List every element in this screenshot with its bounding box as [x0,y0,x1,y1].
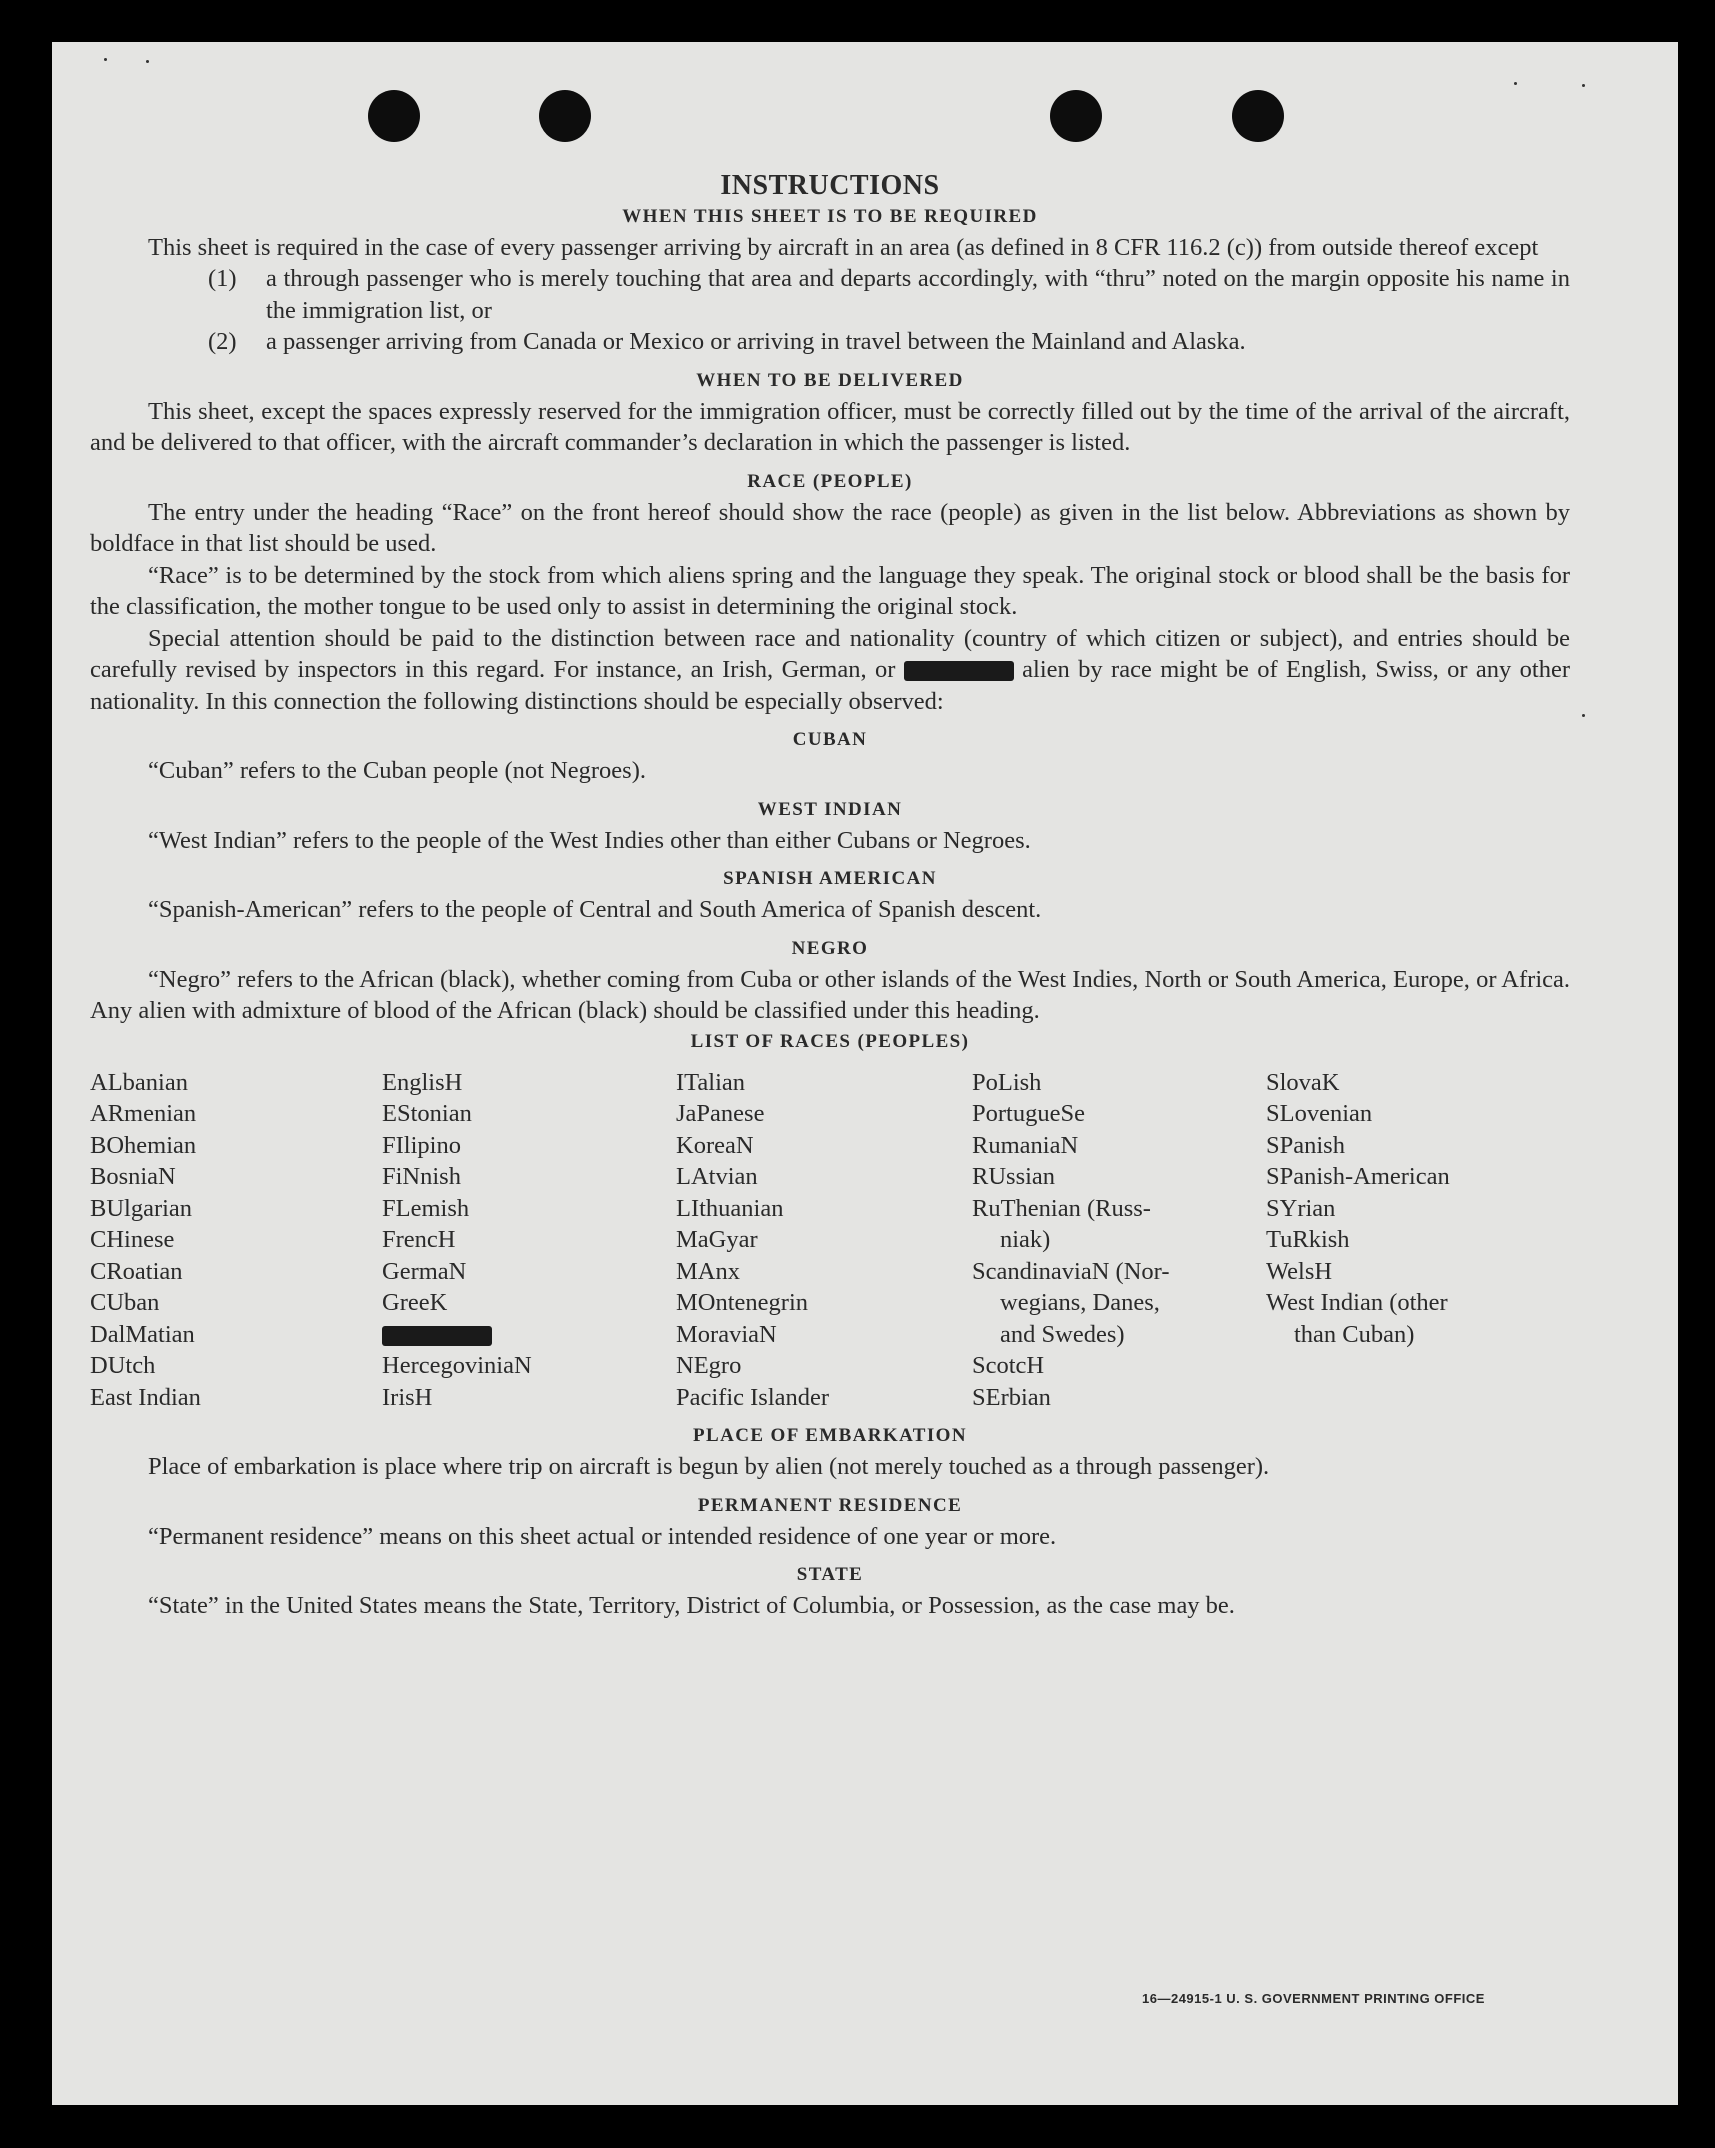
state-text: “State” in the United States means the State, Territory, District of Columbia, or Possession, as the case may be. [148,1592,1235,1619]
speck [1514,82,1517,85]
race-entry-continued: niak) [1000,1226,1051,1253]
race-entry: SErbian [972,1383,1051,1411]
required-intro: This sheet is required in the case of every passenger arriving by aircraft in an area (as defined in 8 CFR 116.2 (c)) from outside thereof except [148,233,1539,261]
exception-item: (1) a through passenger who is merely touching that area and departs accordingly, with “thru” noted on the margin opposite his name in the immigration list, or [208,265,1570,324]
race-entry-continued: and Swedes) [1000,1320,1125,1348]
race-entry: MoraviaN [676,1320,777,1348]
race-entry: FIlipino [382,1131,461,1159]
race-entry: TuRkish [1266,1226,1350,1253]
punch-hole [368,90,420,142]
heading-race: RACE (PEOPLE) [747,470,913,492]
race-entry: WelsH [1266,1257,1333,1285]
race-entry: FrencH [382,1226,456,1253]
race-entry: MAnx [676,1257,740,1285]
spanish-american-text: “Spanish-American” refers to the people of Central and South America of Spanish descent. [148,896,1042,923]
race-paragraph-2: “Race” is to be determined by the stock from which aliens spring and the language they speak. The original stock or blood shall be the basis for the classification, the mother tongue to be used only to assist in determining the original stock. [90,561,1570,620]
heading-races-list: LIST OF RACES (PEOPLES) [690,1030,970,1052]
speck [1582,84,1585,87]
redaction-mark [904,661,1014,681]
heading-spanish-american: SPANISH AMERICAN [723,868,937,889]
residence-text: “Permanent residence” means on this sheet actual or intended residence of one year or more. [148,1522,1057,1550]
speck [1582,714,1585,717]
instructions-content [90,170,1570,1622]
race-entry: BUlgarian [90,1194,193,1222]
race-entry: SLovenian [1266,1100,1373,1127]
race-entry: GreeK [382,1289,448,1316]
heading-west-indian: WEST INDIAN [757,798,903,820]
heading-residence: PERMANENT RESIDENCE [697,1494,963,1516]
speck [146,60,149,63]
race-entry: MaGyar [676,1226,758,1253]
race-entry: DUtch [90,1352,156,1379]
negro-text: “Negro” refers to the African (black), whether coming from Cuba or other islands of the West Indies, North or South America, Europe, or Africa. Any alien with admixture of blood of the African (black) should be classified under this heading. [90,965,1570,1024]
race-entry-continued: than Cuban) [1294,1320,1415,1348]
races-column-1 [90,1067,382,1414]
heading-embarkation: PLACE OF EMBARKATION [693,1425,967,1446]
races-column-3 [676,1067,972,1414]
race-entry: SYrian [1266,1194,1336,1222]
race-entry-redacted [382,1319,676,1351]
form-sheet [52,42,1678,2105]
race-entry: RumaniaN [972,1131,1079,1159]
race-entry: PoLish [972,1068,1042,1096]
races-list [90,1067,1570,1414]
race-entry: Pacific Islander [676,1383,830,1411]
race-entry: KoreaN [676,1131,754,1159]
race-entry-continued: wegians, Danes, [1000,1289,1160,1316]
heading-required: WHEN THIS SHEET IS TO BE REQUIRED [622,205,1038,227]
race-entry: ScotcH [972,1352,1045,1379]
printing-office-code: 16—24915-1 U. S. GOVERNMENT PRINTING OFFICE [1142,1991,1485,2006]
redaction-mark [382,1326,492,1346]
race-entry: BosniaN [90,1163,176,1190]
race-paragraph-1: The entry under the heading “Race” on the front hereof should show the race (people) as given in the list below. Abbreviations as shown by boldface in that list should be used. [90,498,1570,557]
heading-negro: NEGRO [791,937,869,959]
embarkation-text: Place of embarkation is place where trip on aircraft is begun by alien (not merely touched as a through passenger). [148,1453,1270,1480]
race-entry: PortugueSe [972,1100,1085,1127]
race-entry: IrisH [382,1383,433,1411]
race-entry: SPanish [1266,1131,1345,1159]
race-entry: ITalian [676,1068,746,1096]
race-entry: SPanish-American [1266,1163,1450,1190]
race-entry: DalMatian [90,1320,195,1348]
race-entry: ARmenian [90,1100,197,1127]
races-column-5 [1266,1067,1566,1414]
race-entry: JaPanese [676,1100,765,1127]
race-entry: FLemish [382,1194,470,1222]
race-entry: SlovaK [1266,1068,1340,1096]
race-entry: BOhemian [90,1131,197,1159]
punch-hole [1050,90,1102,142]
race-entry: ALbanian [90,1068,188,1096]
exception-item: (2) a passenger arriving from Canada or Mexico or arriving in travel between the Mainland and Alaska. [208,328,1246,355]
race-entry: NEgro [676,1352,742,1379]
race-entry: FiNnish [382,1163,461,1190]
race-entry: East Indian [90,1383,201,1411]
race-entry: ScandinaviaN (Nor- [972,1257,1170,1285]
heading-delivered: WHEN TO BE DELIVERED [696,369,964,391]
delivered-text: This sheet, except the spaces expressly reserved for the immigration officer, must be correctly filled out by the time of the arrival of the aircraft, and be delivered to that officer, with the aircraft commander’s declaration in which the passenger is listed. [90,397,1570,456]
heading-state: STATE [796,1564,864,1585]
race-entry: CHinese [90,1226,175,1253]
race-entry: GermaN [382,1257,467,1285]
race-entry: LIthuanian [676,1194,784,1222]
race-entry: CRoatian [90,1257,183,1285]
race-entry: RuThenian (Russ- [972,1194,1151,1222]
race-entry: EStonian [382,1100,472,1127]
race-paragraph-3: Special attention should be paid to the distinction between race and nationality (country of which citizen or subject), and entries should be carefully revised by inspectors in this regard. For instance, an Irish, German, or alien by race might be of English, Swiss, or any other nationality. In this connection the following distinctions should be especially observed: [90,624,1571,715]
race-entry: RUssian [972,1163,1056,1190]
punch-hole [1232,90,1284,142]
race-entry: MOntenegrin [676,1289,808,1316]
races-column-2 [382,1067,676,1414]
punch-hole [539,90,591,142]
race-entry: LAtvian [676,1163,758,1190]
race-entry: EnglisH [382,1068,463,1096]
races-column-4 [972,1067,1266,1414]
heading-cuban: CUBAN [792,729,868,750]
race-entry: HercegoviniaN [382,1352,532,1379]
speck [104,58,107,61]
west-indian-text: “West Indian” refers to the people of the West Indies other than either Cubans or Negroes. [148,826,1031,854]
race-entry: CUban [90,1289,160,1316]
cuban-text: “Cuban” refers to the Cuban people (not Negroes). [148,757,646,784]
page-title: INSTRUCTIONS [720,170,940,201]
race-entry: West Indian (other [1266,1289,1448,1316]
